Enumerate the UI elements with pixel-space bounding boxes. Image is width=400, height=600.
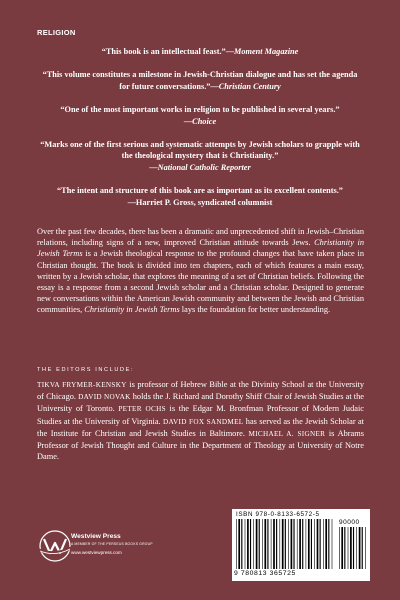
barcode-bar bbox=[365, 527, 366, 569]
barcode-bar bbox=[264, 519, 266, 569]
quote-text: “The intent and structure of this book are as important as its excellent contents.” bbox=[57, 186, 343, 196]
review-quote: “Marks one of the first serious and systematic attempts by Jewish scholars to grapple with the theological mystery that is Christianity.” —National Catholic Reporter bbox=[40, 140, 360, 172]
barcode-bar bbox=[271, 519, 272, 569]
barcode-bar bbox=[299, 519, 301, 569]
quote-text: “One of the most important works in religion to be published in several years.” bbox=[60, 105, 340, 115]
barcode-bar bbox=[280, 519, 281, 569]
editor-name: DAVID FOX SANDMEL bbox=[162, 417, 244, 426]
quote-source: Choice bbox=[192, 116, 217, 126]
barcode-addon-number: 90000 bbox=[339, 519, 360, 526]
barcode-bar bbox=[332, 519, 333, 569]
barcode-bar bbox=[344, 527, 345, 569]
editor-bio: is the Edgar M. Bronfman Professor of Modern Judaic Studies at the University of Virginia. bbox=[37, 404, 364, 426]
barcode-bar bbox=[288, 519, 289, 569]
barcode-bar bbox=[262, 519, 263, 569]
barcode-bar bbox=[350, 527, 352, 569]
review-quote: “This book is an intellectual feast.”—Moment Magazine bbox=[101, 47, 299, 56]
review-quote: “The intent and structure of this book are as important as its excellent contents.” —Harriet P. Gross, syndicated columnist bbox=[57, 186, 343, 207]
barcode-bar bbox=[328, 519, 329, 569]
barcode-bar bbox=[362, 527, 363, 569]
editors-heading: THE EDITORS INCLUDE: bbox=[37, 367, 135, 373]
barcode-bar bbox=[276, 519, 277, 569]
barcode-bar bbox=[241, 519, 242, 569]
review-quote: “One of the most important works in religion to be published in several years.” —Choice bbox=[60, 105, 340, 126]
barcode-bar bbox=[250, 519, 251, 569]
quote-source: Harriet P. Gross, syndicated columnist bbox=[135, 197, 273, 207]
barcode-bar bbox=[273, 519, 275, 569]
barcode-bar bbox=[348, 527, 349, 569]
review-quote: “This volume constitutes a milestone in Jewish-Christian dialogue and has set the agenda for future conversations.”—Christian Century bbox=[42, 70, 358, 91]
editor-name: PETER OCHS bbox=[118, 405, 166, 414]
editor-name: TIKVA FRYMER-KENSKY bbox=[37, 381, 127, 389]
barcode-bar bbox=[302, 519, 303, 569]
quote-source: Moment Magazine bbox=[234, 47, 299, 56]
barcode-bar bbox=[320, 519, 321, 569]
barcode-bar bbox=[238, 519, 240, 569]
isbn-label: ISBN 978-0-8133-6572-5 bbox=[236, 511, 320, 518]
barcode-bar bbox=[256, 519, 258, 569]
barcode-bar bbox=[267, 519, 268, 569]
quote-text: “Marks one of the first serious and systematic attempts by Jewish scholars to grapple with the theological mystery that is Christianity.” bbox=[40, 140, 360, 161]
editor-name: DAVID NOVAK bbox=[78, 393, 131, 402]
category-label: RELIGION bbox=[37, 28, 76, 37]
barcode-digits: 9 780813 365725 bbox=[234, 570, 296, 577]
quote-text: “This volume constitutes a milestone in Jewish-Christian dialogue and has set the agenda for future conversations.” bbox=[42, 70, 358, 91]
review-quotes bbox=[37, 46, 363, 220]
editor-bio: is professor of Hebrew Bible at the Divinity School at the University of Chicago. bbox=[37, 380, 364, 402]
barcode-addon bbox=[339, 527, 367, 569]
quote-source: Christian Century bbox=[218, 81, 281, 91]
barcode-ean13 bbox=[236, 519, 334, 569]
barcode-bar bbox=[253, 519, 254, 569]
barcode-bar bbox=[359, 527, 361, 569]
barcode-bar bbox=[308, 519, 310, 569]
barcode-bar bbox=[293, 519, 294, 569]
book-title: Christianity in Jewish Terms bbox=[84, 305, 180, 315]
editor-name: MICHAEL A. SIGNER bbox=[248, 429, 326, 438]
barcode-bar bbox=[285, 519, 286, 569]
barcode-bar bbox=[339, 527, 340, 569]
publisher-url: www.westviewpress.com bbox=[71, 550, 122, 555]
editor-bio: has served as the Jewish Scholar at the Institute for Christian and Jewish Studies in Baltimore. bbox=[37, 416, 364, 438]
editor-bio: holds the J. Richard and Dorothy Shiff Chair of Jewish Studies at the University of Toronto. bbox=[37, 392, 364, 414]
barcode-bar bbox=[282, 519, 284, 569]
quote-source: National Catholic Reporter bbox=[157, 162, 251, 172]
barcode-bar bbox=[341, 527, 343, 569]
barcode-bar bbox=[325, 519, 327, 569]
barcode-bar bbox=[353, 527, 354, 569]
barcode-bar bbox=[247, 519, 249, 569]
westview-w-icon bbox=[37, 528, 73, 564]
barcode-bar bbox=[323, 519, 324, 569]
book-description: Over the past few decades, there has been a dramatic and unprecedented shift in Jewish–Christian relations, including signs of a new, improved Christian attitude towards Jews. Christianity in Jewish Terms is a Jewish theological response to the profound changes that have taken place in Christian thought. The book is divided into ten chapters, each of which features a main essay, written by a Jewish scholar, that explores the meaning of a set of Christian beliefs. Following the essay is a response from a second Jewish scholar and a Christian scholar. Designed to generate new conversations within the American Jewish community and between the Jewish and Christian communities, Christianity in Jewish Terms lays the foundation for better understanding. bbox=[37, 227, 364, 315]
barcode-bar bbox=[356, 527, 357, 569]
publisher-tagline: A MEMBER OF THE PERSEUS BOOKS GROUP bbox=[71, 542, 153, 546]
barcode-bar bbox=[297, 519, 298, 569]
barcode-bar bbox=[314, 519, 315, 569]
quote-text: “This book is an intellectual feast.” bbox=[101, 47, 226, 56]
barcode-bar bbox=[291, 519, 293, 569]
book-title: Christianity in Jewish Terms bbox=[37, 238, 364, 259]
editor-bio: is Abrams Professor of Jewish Thought and Culture in the Department of Theology at University of Notre Dame. bbox=[37, 428, 364, 462]
barcode-bar bbox=[259, 519, 260, 569]
editors-bios bbox=[37, 379, 364, 462]
barcode-bar bbox=[245, 519, 246, 569]
barcode-bar bbox=[236, 519, 237, 569]
barcode-bar bbox=[317, 519, 319, 569]
barcode-bar bbox=[306, 519, 307, 569]
publisher-name: Westview Press bbox=[71, 533, 121, 540]
barcode-bar bbox=[311, 519, 312, 569]
barcode-box bbox=[232, 509, 370, 581]
